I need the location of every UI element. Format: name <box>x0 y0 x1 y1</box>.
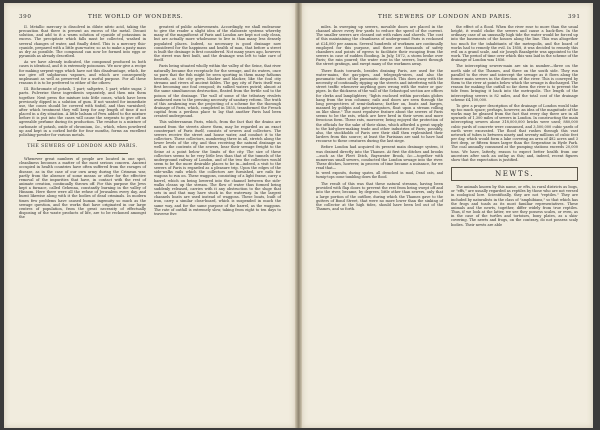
paragraph: III. Bichromate of potash, 1 part; saltpetre, 1 part; white sugar, 2 parts. Pulverize these ingredients separately, and then mix them together. Next press the mixture into little cones, which have been previously dipped in a solution of gum. If not wanted for immediate use, the cones should be covered with tinfoil, and thus varnished; after which treatment they will keep for any length of time if not placed in a dry situation. A little balsam of Peru added to the mixture before it is put into the cases will cause the serpents to give off an agreeable perfume during its production. The residue is a mixture of carbonate of potash, oxide of chromium, &c., which, when powdered up and kept in a corked bottle for four months, forms an excellent polishing-powder for various metals. <box>19 87 146 137</box>
right-page <box>302 3 593 428</box>
section-rule <box>37 153 128 154</box>
paragraph: the effect of a flood. When the river rose to more than the usual height, it would choke the sewers and cause a back-flow. In the ordinary case of an unusually high tide the water would be forced up into the basements of the houses along the line. This was altogether too much for the inhabitants of the metropolis, and the board of works had to remedy the evil. In 1858, it was decided to remedy this evil on a grand scale, and sir Joseph Bazalgette was appointed to the work. The period of time over which this was laid in the scheme of the drainage of London was 1856. <box>451 25 578 63</box>
section-title: THE SEWERS OF LONDON AND PARIS. <box>27 144 138 150</box>
left-page-number: 390 <box>19 14 32 20</box>
paragraph: To give a proper description of the drainage of London would take up too much space; perhaps, however, an idea of the magnitude of the works may be gleaned from the fact that every day there are in all upwards of 1,300 miles of sewers in London. In constructing the main intercepting sewers alone 318,000,000 bricks were used; 880,000 cubic yards of concrete were consumed, and 3,500,000 cubic yards of earth were excavated. The flood that rushes through this vast network of tubes is between ninety and seventy millions of cubic feet per day, which would form a lake covering an area of 482 acres and 3 feet deep, or fifteen times larger than the Serpentine in Hyde Park. The coal annually consumed at the pumping stations exceeds 20,000 tons. We have, latterly, reason to expect better health from our ancestors after such an outlay as this; and, indeed, recent figures show that the expectation is justified. <box>451 103 578 162</box>
section-heading-box <box>451 167 578 181</box>
left-column-2 <box>154 25 281 218</box>
paragraph: The intercepting sewers-main are six in number—three on the north side of the Thames, and three on the south side. They run parallel to the river and intercept the sewage as it flows along the former main sewers in the direction of the river. This is conveyed by them to the river at points below which the sewage is discharged. The reason for making the outfall so far down the river is to prevent the tide from bringing it back into the metropolis. The length of the intercepting sewers is 82 miles, and the total cost of the drainage scheme £4,100,000. <box>451 64 578 102</box>
paragraph: miles. In sweeping up sewers, movable doors are placed in the channel above every few yards to reduce the speed of the current. The smaller sewers are cleaned out with rakes and shovels. The cost of this maintaining the cleanliness of underground Paris is reckoned at £24,000 per annum. Several hundreds of workmen are continually employed for this purpose, and there are thousands of safety chambers and points of egress to facilitate their escaping from the sewers in case of sudden flooding. In July, 1872, a storm broke over Paris; the rain poured; the water rose in the sewers, burst through the street gratings, and swept many of the workmen away. <box>316 25 443 67</box>
right-column-1 <box>316 25 443 213</box>
left-running-head: THE WORLD OF WONDERS. <box>88 14 184 20</box>
paragraph: This subterranean Paris, which, from the fact that the drains are named from the streets above them, may be regarded as an exact counterpart of Paris itself, consists of sewers and collectors. The sewers receive the street and house water, and conduct it to the collectors. These collectors, numbering three in all, stretch along the lower levels of the city, and thus receiving the natural drainage as well as the contents of the sewers, bear their sewage freight to the Seine at a point below the limits of the city. The size of these collectors seems to be very little less than that of the tunnels of the underground railway of London, and of the two the collectors would seem to be the more desirable places to be in—indeed, a visit to the sewers of Paris is regarded as a pleasure trip. Upon the edges of the side-walks rails which the collectors are furnished, are rails for wagons to run on. These waggons, consisting of a light frame, carry a barrel, which on being lowered into the channel between the side-walks cleans up the stream. The flow of water thus formed being suddenly released, carries with it any obstruction to the sluge that sets in and that may have stuck in the waterway. In the largest channels boats are used instead of waggons. These boats, built of iron, carry a similar close-board, which is suspended in much the same way, and for the same purpose of the barrel, as the waggons. The rate of outfall is extremely slow, taking from eight to ten days to traverse five <box>154 120 281 216</box>
book-gutter <box>295 3 302 428</box>
paragraph: The result of this was that these natural streams, having been provided with flap doors to prevent the rest from being swept off and into the river, became, by degrees, little other than sewers, only that a large portion of the outflow, during which the Thames gave to the gutters of Bond Street, that were no more lower than the sinking of the collector at the high tides, should have been led out of the Thames, and so forth. <box>316 182 443 212</box>
paragraph: The animals known by this name, or efts, in rural districts as bogs, or "effs," are usually regarded as reptiles by those who are not versed in zoological lore. Scientifically, they are not "reptiles." They are included by naturalists in the class of "amphibians," so that which has the frogs and toads as its most familiar representatives. These animals and the newts, together, differ widely from true reptiles. Thus, if we look at the latter, we see they possess scales, or even, as in the case of the turtles and tortoises, bony plates, as a skin-covering. The newts and frogs, on the contrary, do not possess scaly bodies. Their newts are able <box>451 185 578 227</box>
verse-quote: In weed exposits, during spates, all drenched in mud, Dead cats, and turnip-tops come tumbling down the flood. <box>316 171 443 180</box>
paragraph: Whenever great numbers of people are located in one spot, cleanliness becomes a matter of the most serious concern. Ancient occupied in health countries have often suffered from the ravages of disease, as in the case of our own army during the Crimean war, partly from the absence of some means or other for the effective removal of the impurities that have, in contact with the rest of animate creation, continually thrown off. For this purpose the Jews kept a furnace, called Gehenna, constantly burning in the valley of Hinnom. Here there were all the refuse of Jerusalem every day, and burnt likewise along with it the bodies of dead criminals. In modern times few problems have caused human ingenuity so much as the sewage question, and the works that have originated in our large centres of population, from the great necessity of effectually disposing of the waste products of life, are to be reckoned amongst the <box>19 157 146 220</box>
right-page-number: 391 <box>568 14 581 20</box>
paragraph: There floats towards, besides draining Paris, are used for the water-mains, the gas-pipes, and telegraph-wires, and also the pneumatic tubes of the pneumatic despatch. This does away with the necessity of continually ripping up the streets and interfering with the street traffic whenever anything goes wrong with the water or gas-pipes. In the thickness of the wall of the Sebastopol section are offices for clerks and lamplighters; "lights enclosed within porcelain globes hang from the iron columns; rails and doors are seen through the long perspectives of semi-darkness; farther on, boats and barges, manned by goldpin and gate-navigators, float upon a stream rolling on like slime." The most repulsive feature about the sewers of Paris seems to be the rats, which are here bred in their seven and more ferocious form. These rats, moreover, being enjoyed the protection of the officials for the sake of their skins, which afforded a great supply to the kid-glove-making trade and other industries of Paris; possibly, also, the stockholds of Paris owe their skill then replenished their larders from this source; at least the Parisians are said to have had recourse to these creatures during the last siege. <box>316 68 444 144</box>
left-page <box>4 3 295 428</box>
left-column-1 <box>19 25 146 221</box>
paragraph: As we have already indicated, the compound produced in both cases is identical, and it is extremely poisonous. We now give a recipe for making serpent-eggs which have not this disadvantage, which, for use give off sulphurous vapours, and which are consequently unpleasant as well as preserved for a useful purpose. For all these reasons it is to be preferred to either of the others: <box>19 60 146 86</box>
paragraph: Before London had acquired its present main drainage system, it was drained directly into the Thames. At first the ditches and brooks—such as the Fleet Ditch, Bayswater Brook, &c.—together with numerous small sewers, conducted the London sewage into the river. These ditches, however, in process of time became a nuisance, for we read that— <box>316 145 443 171</box>
right-column-2 <box>451 25 578 229</box>
paragraph: II. Metallic mercury is dissolved in dilute nitric acid, taking the precaution that there is present an excess of the metal. Decant solution, and add to it a warm solution of cyanide of potassium in excess. The precipitate which falls must be collected, washed in several changes of water, and finally dried. This is a mercury thio-cyanide, prepared with a little gum-water, so as to make a pasty mass as dry as possible. The compound can now be formed into eggs or pyramids as already described. <box>19 25 146 59</box>
section-rule <box>37 140 128 141</box>
paragraph: Paris being situated wholly within the valley of the Seine, that river naturally became the receptacle for the sewage, and its waters, once so pure that the fish might be seen sporting in them many fathoms beneath, as the city grew, blacker and blacker, like the foul city streams and rivers of ancient fables. The gay city of Paris itself was first becoming one foul cesspool; its sullied waters putrid; almost at the same simultaneous destruction, fleated from the fertile soil to the poison of the drainage. The wall of some of the tributary rivulets awakened men to the pressing necessity of sanitary reform. The truth of this awakening was the projecting of a scheme for the thorough drainage of Paris, which, completed in 1855, transformed the French capital from a perilous place to lay that another Paris had been created underground. <box>154 64 281 119</box>
paragraph: greatest of public achievements. Accordingly, we shall endeavour to give the reader a slight idea of the elaborate systems whereby many of the magnificent of Paris and London are kept not only clean, but are actually more wholesome to live in than many less densely populated places. Indeed, so necessary is good drainage now considered for the happiness and health of man, that before a street is built the drainage is first considered. Not many years ago, however, the street was first built, and the drainage was left to take care of itself. <box>154 25 281 63</box>
section-title: NEWTS. <box>495 170 534 178</box>
right-running-head: THE SEWERS OF LONDON AND PARIS. <box>378 14 513 20</box>
